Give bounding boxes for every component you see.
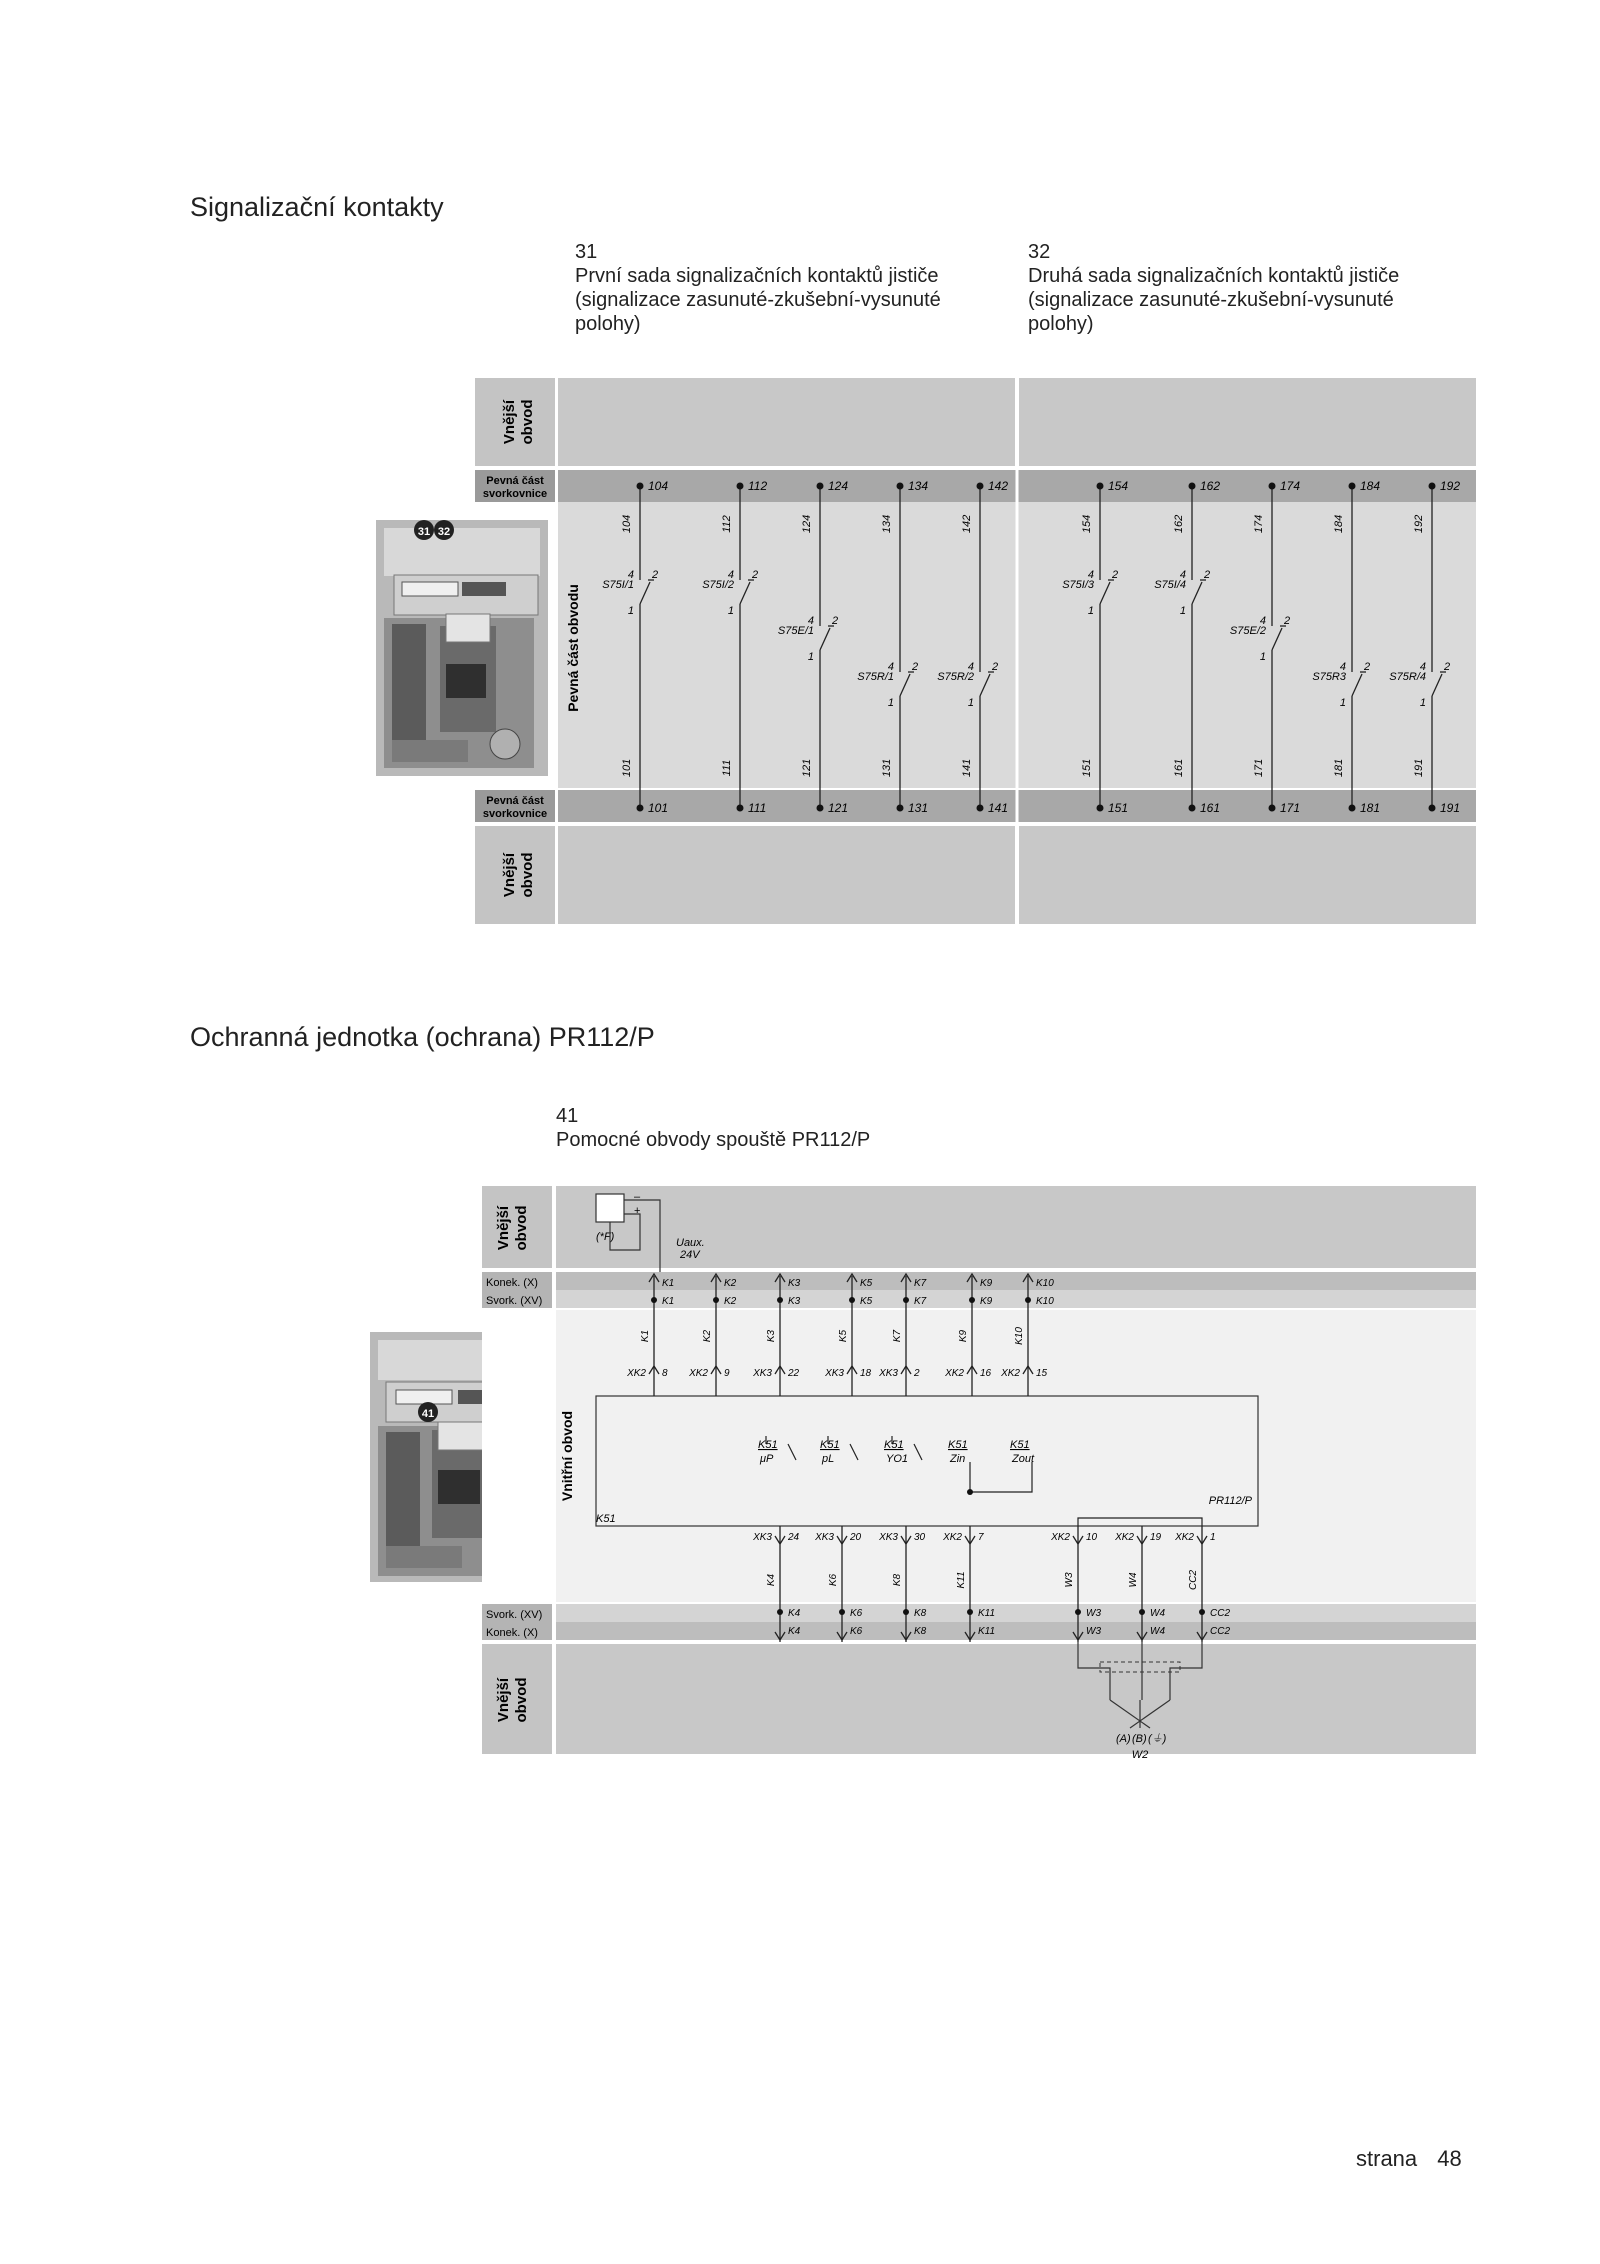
- svork-bottom-dot: [839, 1609, 845, 1615]
- pr112-unit-label: PR112/P: [1208, 1495, 1252, 1507]
- relay-function: μP: [760, 1453, 774, 1465]
- bus-b: (B): [1132, 1733, 1147, 1745]
- konek-k-label: K2: [724, 1278, 737, 1289]
- svork-bottom-k: CC2: [1210, 1608, 1231, 1619]
- pin-label-1: 1: [1179, 605, 1186, 617]
- wire-k-label: K7: [892, 1329, 903, 1343]
- wire-label-bottom: 171: [1253, 758, 1265, 778]
- bus-a: (A): [1116, 1733, 1131, 1745]
- svork-dot: [713, 1297, 719, 1303]
- caption-31-number: 31: [575, 241, 598, 263]
- outer-top-label-b: obvod: [513, 1205, 530, 1251]
- xk-pin: 16: [980, 1368, 992, 1379]
- top-terminal-number: 134: [908, 479, 929, 493]
- svork-bottom-dot: [1075, 1609, 1081, 1615]
- bus-ground: (⏚): [1148, 1733, 1167, 1745]
- wire-bottom-label: K11: [956, 1571, 967, 1589]
- uaux-label: Uaux.: [676, 1237, 705, 1249]
- outer-bottom-label-b: obvod: [513, 1677, 530, 1723]
- wire-label-top: 174: [1253, 514, 1265, 534]
- w2-label: W2: [1131, 1749, 1149, 1761]
- minus-sign: –: [634, 1191, 641, 1203]
- pin-label-2: 2: [992, 661, 999, 673]
- terminal-bottom-2: svorkovnice: [482, 808, 548, 820]
- pin-label-1: 1: [807, 651, 814, 663]
- xk-pin: 9: [724, 1368, 730, 1379]
- bottom-terminal-number: 171: [1280, 801, 1301, 815]
- svork-bottom-k: K8: [914, 1608, 927, 1619]
- wire-k-label: K5: [838, 1329, 849, 1343]
- contact-label: S75R/1: [857, 671, 894, 683]
- xk-connector: XK2: [1001, 1368, 1020, 1379]
- outer-bottom-label-2: obvod: [519, 852, 536, 898]
- outer-top-label-a: Vnější: [495, 1205, 512, 1251]
- wire-label-top: 104: [621, 514, 633, 534]
- pin-label-4: 4: [1339, 661, 1346, 673]
- konek-label-bottom: Konek. (X): [486, 1627, 538, 1639]
- svork-k-label: K5: [860, 1296, 873, 1307]
- wire-bottom-label: W4: [1128, 1572, 1139, 1588]
- terminal-top-1: Pevná část: [486, 475, 544, 487]
- pin-label-4: 4: [1087, 569, 1094, 581]
- xk-pin: 18: [860, 1368, 872, 1379]
- k51-label: K51: [596, 1513, 616, 1525]
- konek-k-label: K9: [980, 1278, 993, 1289]
- bottom-terminal-number: 131: [908, 801, 929, 815]
- outer-top-label-1: Vnější: [501, 399, 518, 445]
- top-terminal-number: 174: [1280, 479, 1301, 493]
- xk-bottom-connector: XK2: [943, 1532, 962, 1543]
- pin-label-1: 1: [1339, 697, 1346, 709]
- svork-dot: [651, 1297, 657, 1303]
- pin-label-1: 1: [1419, 697, 1426, 709]
- outer-top-label-2: obvod: [519, 399, 536, 445]
- relay-function: Zin: [950, 1453, 966, 1465]
- caption-41-text: Pomocné obvody spouště PR112/P: [556, 1129, 871, 1151]
- pin-label-2: 2: [1112, 569, 1119, 581]
- power-supply-symbol: [596, 1194, 624, 1222]
- badge-32: 32: [437, 526, 451, 538]
- bottom-terminal-number: 111: [748, 801, 767, 815]
- junction-dot: [967, 1489, 973, 1495]
- xk-bottom-pin: 30: [914, 1532, 926, 1543]
- section1-title: Signalizační kontakty: [190, 192, 444, 222]
- wire-label-bottom: 191: [1413, 758, 1425, 778]
- bottom-terminal-number: 191: [1440, 801, 1461, 815]
- contact-label: S75E/2: [1229, 625, 1266, 637]
- wire-k-label: K10: [1014, 1327, 1025, 1345]
- xk-connector: XK2: [689, 1368, 708, 1379]
- relay-label: K51: [884, 1439, 904, 1451]
- relay-label: K51: [820, 1439, 840, 1451]
- pin-label-2: 2: [832, 615, 839, 627]
- contact-label: S75R/4: [1389, 671, 1426, 683]
- xk-connector: XK3: [879, 1368, 898, 1379]
- contact-label: S75I/2: [702, 579, 734, 591]
- svork-k-label: K7: [914, 1296, 927, 1307]
- xk-bottom-connector: XK2: [1115, 1532, 1134, 1543]
- wire-label-top: 134: [881, 514, 893, 534]
- wire-bottom-label: K4: [766, 1573, 777, 1587]
- pin-label-4: 4: [967, 661, 974, 673]
- wire-k-label: K9: [958, 1329, 969, 1343]
- top-terminal-number: 142: [988, 479, 1009, 493]
- top-terminal-number: 162: [1200, 479, 1221, 493]
- top-terminal-number: 154: [1108, 479, 1129, 493]
- konek-label-top: Konek. (X): [486, 1277, 538, 1289]
- konek-bottom-k: K8: [914, 1626, 927, 1637]
- contact-label: S75R3: [1312, 671, 1346, 683]
- svork-bottom-k: K11: [978, 1608, 996, 1619]
- contact-label: S75I/1: [602, 579, 634, 591]
- pin-label-2: 2: [1284, 615, 1291, 627]
- svork-bottom-dot: [903, 1609, 909, 1615]
- pin-label-4: 4: [1419, 661, 1426, 673]
- top-terminal-number: 184: [1360, 479, 1381, 493]
- wire-label-top: 124: [801, 514, 813, 534]
- contact-label: S75E/1: [777, 625, 814, 637]
- konek-bottom-k: W3: [1086, 1626, 1101, 1637]
- section2-title: Ochranná jednotka (ochrana) PR112/P: [190, 1022, 655, 1052]
- relay-label: K51: [948, 1439, 968, 1451]
- contact-label: S75R/2: [937, 671, 974, 683]
- xk-connector: XK2: [945, 1368, 964, 1379]
- badge-41: 41: [421, 1408, 435, 1420]
- konek-bottom-k: W4: [1150, 1626, 1165, 1637]
- terminal-bottom-1: Pevná část: [486, 795, 544, 807]
- svork-dot: [903, 1297, 909, 1303]
- pin-label-2: 2: [752, 569, 759, 581]
- svork-bottom-dot: [1199, 1609, 1205, 1615]
- wire-label-top: 112: [721, 515, 733, 533]
- wire-label-top: 184: [1333, 514, 1345, 534]
- xk-bottom-connector: XK3: [753, 1532, 772, 1543]
- svork-bottom-dot: [967, 1609, 973, 1615]
- pin-label-4: 4: [1179, 569, 1186, 581]
- pin-label-1: 1: [1087, 605, 1094, 617]
- svork-bottom-k: K4: [788, 1608, 801, 1619]
- konek-k-label: K3: [788, 1278, 801, 1289]
- konek-k-label: K7: [914, 1278, 927, 1289]
- pin-label-2: 2: [912, 661, 919, 673]
- top-terminal-number: 104: [648, 479, 669, 493]
- fixed-part-label: Pevná část obvodu: [565, 584, 581, 712]
- svork-bottom-dot: [1139, 1609, 1145, 1615]
- xk-connector: XK2: [627, 1368, 646, 1379]
- pin-label-4: 4: [727, 569, 734, 581]
- konek-k-label: K5: [860, 1278, 873, 1289]
- konek-bottom-k: K11: [978, 1626, 996, 1637]
- xk-bottom-pin: 1: [1210, 1532, 1216, 1543]
- svork-label-bottom: Svork. (XV): [486, 1609, 543, 1621]
- wire-bottom-label: K6: [828, 1573, 839, 1587]
- svork-bottom-k: K6: [850, 1608, 863, 1619]
- xk-connector: XK3: [825, 1368, 844, 1379]
- inner-circuit-label: Vnitřní obvod: [559, 1410, 575, 1502]
- top-terminal-number: 112: [748, 479, 768, 493]
- xk-connector: XK3: [753, 1368, 772, 1379]
- pin-label-4: 4: [887, 661, 894, 673]
- uaux-voltage: 24V: [680, 1249, 700, 1261]
- plus-sign: +: [634, 1205, 641, 1217]
- badge-31: 31: [417, 526, 431, 538]
- xk-bottom-pin: 20: [850, 1532, 862, 1543]
- wire-label-bottom: 131: [881, 758, 893, 778]
- svork-dot: [1025, 1297, 1031, 1303]
- xk-bottom-pin: 10: [1086, 1532, 1098, 1543]
- svork-label-top: Svork. (XV): [486, 1295, 543, 1307]
- pin-label-2: 2: [1204, 569, 1211, 581]
- wire-label-top: 142: [961, 514, 973, 534]
- pin-label-2: 2: [1444, 661, 1451, 673]
- contact-label: S75I/3: [1062, 579, 1094, 591]
- wire-k-label: K3: [766, 1329, 777, 1343]
- caption-32-number: 32: [1028, 241, 1051, 263]
- xk-pin: 15: [1036, 1368, 1048, 1379]
- pin-label-1: 1: [967, 697, 974, 709]
- xk-bottom-pin: 19: [1150, 1532, 1162, 1543]
- fuse-label: (*F): [596, 1231, 615, 1243]
- caption-41-number: 41: [556, 1105, 579, 1127]
- pin-label-1: 1: [627, 605, 634, 617]
- pin-label-4: 4: [807, 615, 814, 627]
- konek-bottom-k: K4: [788, 1626, 801, 1637]
- svork-k-label: K10: [1036, 1296, 1054, 1307]
- wire-label-top: 192: [1413, 514, 1425, 534]
- wire-bottom-label: K8: [892, 1573, 903, 1587]
- top-terminal-number: 124: [828, 479, 849, 493]
- pin-label-2: 2: [1364, 661, 1371, 673]
- wire-label-top: 154: [1081, 514, 1093, 534]
- konek-k-label: K10: [1036, 1278, 1054, 1289]
- svork-bottom-dot: [777, 1609, 783, 1615]
- wire-label-bottom: 181: [1333, 758, 1345, 778]
- relay-function: YO1: [886, 1453, 909, 1465]
- bottom-terminal-number: 151: [1108, 801, 1129, 815]
- wire-bottom-label: W3: [1064, 1572, 1075, 1588]
- svork-dot: [777, 1297, 783, 1303]
- xk-bottom-connector: XK3: [879, 1532, 898, 1543]
- pin-label-4: 4: [627, 569, 634, 581]
- bottom-terminal-number: 121: [828, 801, 849, 815]
- pin-label-4: 4: [1259, 615, 1266, 627]
- xk-bottom-pin: 24: [788, 1532, 800, 1543]
- relay-label: K51: [1010, 1439, 1030, 1451]
- xk-bottom-connector: XK2: [1175, 1532, 1194, 1543]
- svork-bottom-k: W4: [1150, 1608, 1165, 1619]
- bottom-terminal-number: 141: [988, 801, 1009, 815]
- page-number: 48: [1437, 2146, 1462, 2171]
- xk-bottom-pin: 7: [978, 1532, 984, 1543]
- terminal-top-2: svorkovnice: [482, 488, 548, 500]
- svork-k-label: K2: [724, 1296, 737, 1307]
- xk-pin: 2: [914, 1368, 920, 1379]
- relay-label: K51: [758, 1439, 778, 1451]
- wire-label-bottom: 161: [1173, 758, 1185, 778]
- page-footer: [1356, 2146, 1462, 2172]
- outer-bottom-label-1: Vnější: [501, 852, 518, 898]
- xk-bottom-connector: XK2: [1051, 1532, 1070, 1543]
- svork-k-label: K1: [662, 1296, 675, 1307]
- svork-k-label: K9: [980, 1296, 993, 1307]
- bottom-terminal-number: 181: [1360, 801, 1381, 815]
- caption-32-text: Druhá sada signalizačních kontaktů jističe (signalizace zasunuté-zkušební-vysunuté polohy): [1028, 265, 1400, 335]
- contact-label: S75I/4: [1154, 579, 1186, 591]
- wire-label-bottom: 141: [961, 758, 973, 778]
- wire-bottom-label: CC2: [1188, 1569, 1199, 1591]
- svork-dot: [969, 1297, 975, 1303]
- wire-label-bottom: 111: [721, 759, 733, 777]
- caption-31-text: První sada signalizačních kontaktů jističe (signalizace zasunuté-zkušební-vysunuté polohy): [575, 265, 941, 335]
- konek-bottom-k: CC2: [1210, 1626, 1231, 1637]
- xk-pin: 8: [662, 1368, 668, 1379]
- svork-k-label: K3: [788, 1296, 801, 1307]
- svork-dot: [849, 1297, 855, 1303]
- relay-function: Zout: [1012, 1453, 1035, 1465]
- wire-label-top: 162: [1173, 514, 1185, 534]
- pin-label-1: 1: [1259, 651, 1266, 663]
- wire-k-label: K2: [702, 1329, 713, 1343]
- pin-label-2: 2: [652, 569, 659, 581]
- wire-k-label: K1: [640, 1329, 651, 1343]
- pin-label-1: 1: [727, 605, 734, 617]
- outer-bottom-label-a: Vnější: [495, 1677, 512, 1723]
- svork-bottom-k: W3: [1086, 1608, 1101, 1619]
- pin-label-1: 1: [887, 697, 894, 709]
- xk-pin: 22: [788, 1368, 800, 1379]
- top-terminal-number: 192: [1440, 479, 1461, 493]
- bottom-terminal-number: 161: [1200, 801, 1221, 815]
- wire-label-bottom: 121: [801, 758, 813, 778]
- xk-bottom-connector: XK3: [815, 1532, 834, 1543]
- wire-label-bottom: 101: [621, 758, 633, 778]
- bottom-terminal-number: 101: [648, 801, 669, 815]
- konek-bottom-k: K6: [850, 1626, 863, 1637]
- konek-k-label: K1: [662, 1278, 675, 1289]
- wire-label-bottom: 151: [1081, 758, 1093, 778]
- page-label: strana: [1356, 2146, 1418, 2171]
- relay-function: pL: [822, 1453, 835, 1465]
